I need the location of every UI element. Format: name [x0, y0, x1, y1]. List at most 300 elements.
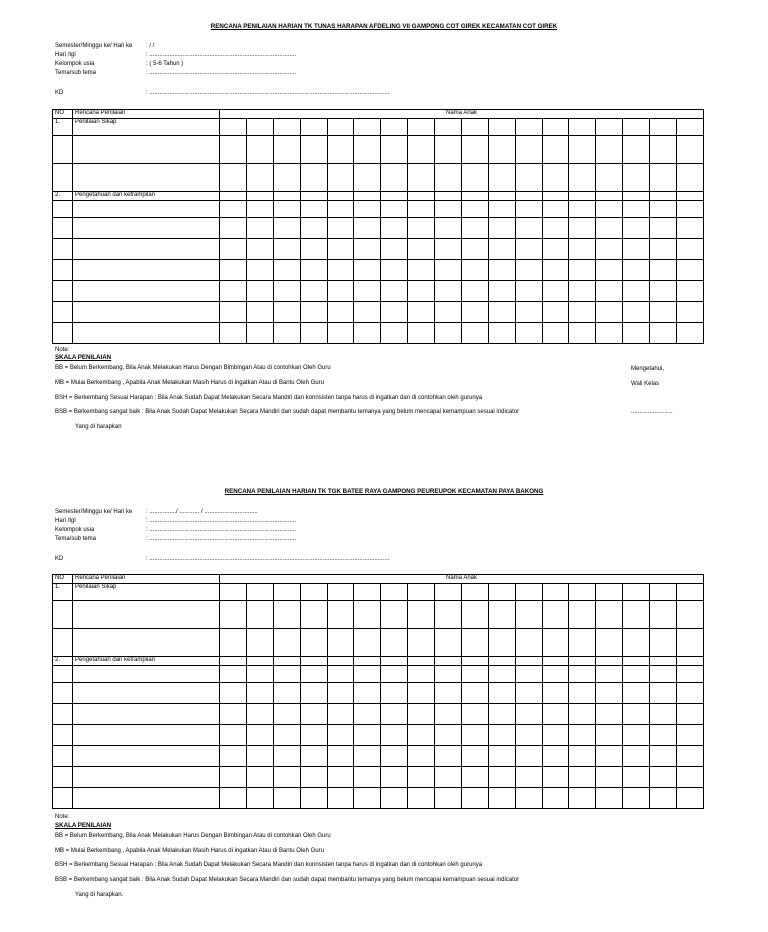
- score-cell[interactable]: [408, 629, 435, 657]
- row-plan-cell[interactable]: [73, 218, 220, 239]
- score-cell[interactable]: [220, 657, 247, 666]
- row-no-cell[interactable]: [53, 788, 73, 809]
- score-cell[interactable]: [650, 164, 677, 192]
- score-cell[interactable]: [327, 704, 354, 725]
- score-cell[interactable]: [435, 239, 462, 260]
- score-cell[interactable]: [488, 725, 515, 746]
- score-cell[interactable]: [300, 725, 327, 746]
- score-cell[interactable]: [300, 601, 327, 629]
- score-cell[interactable]: [354, 239, 381, 260]
- score-cell[interactable]: [650, 657, 677, 666]
- score-cell[interactable]: [515, 302, 542, 323]
- score-cell[interactable]: [569, 629, 596, 657]
- score-cell[interactable]: [542, 192, 569, 201]
- score-cell[interactable]: [596, 657, 623, 666]
- score-cell[interactable]: [488, 119, 515, 136]
- score-cell[interactable]: [273, 201, 300, 218]
- row-no-cell[interactable]: [53, 601, 73, 629]
- score-cell[interactable]: [381, 666, 408, 683]
- score-cell[interactable]: [461, 260, 488, 281]
- score-cell[interactable]: [220, 323, 247, 344]
- score-cell[interactable]: [488, 788, 515, 809]
- score-cell[interactable]: [408, 192, 435, 201]
- row-no-cell[interactable]: [53, 767, 73, 788]
- score-cell[interactable]: [650, 767, 677, 788]
- score-cell[interactable]: [381, 119, 408, 136]
- score-cell[interactable]: [300, 657, 327, 666]
- score-cell[interactable]: [623, 767, 650, 788]
- score-cell[interactable]: [354, 584, 381, 601]
- row-no-cell[interactable]: [53, 164, 73, 192]
- score-cell[interactable]: [596, 201, 623, 218]
- score-cell[interactable]: [435, 704, 462, 725]
- score-cell[interactable]: [381, 725, 408, 746]
- score-cell[interactable]: [569, 260, 596, 281]
- score-cell[interactable]: [461, 136, 488, 164]
- score-cell[interactable]: [354, 302, 381, 323]
- score-cell[interactable]: [515, 119, 542, 136]
- score-cell[interactable]: [650, 788, 677, 809]
- score-cell[interactable]: [623, 725, 650, 746]
- score-cell[interactable]: [461, 704, 488, 725]
- score-cell[interactable]: [246, 725, 273, 746]
- score-cell[interactable]: [435, 601, 462, 629]
- score-cell[interactable]: [488, 239, 515, 260]
- score-cell[interactable]: [408, 136, 435, 164]
- score-cell[interactable]: [650, 629, 677, 657]
- score-cell[interactable]: [246, 260, 273, 281]
- field-value-theme[interactable]: : ........................................................................................: [146, 536, 297, 542]
- score-cell[interactable]: [246, 601, 273, 629]
- row-no-cell[interactable]: [53, 281, 73, 302]
- score-cell[interactable]: [354, 601, 381, 629]
- row-no-cell[interactable]: [53, 201, 73, 218]
- score-cell[interactable]: [300, 281, 327, 302]
- row-no-cell[interactable]: [53, 239, 73, 260]
- score-cell[interactable]: [542, 629, 569, 657]
- score-cell[interactable]: [435, 666, 462, 683]
- score-cell[interactable]: [676, 788, 703, 809]
- score-cell[interactable]: [542, 164, 569, 192]
- score-cell[interactable]: [300, 584, 327, 601]
- score-cell[interactable]: [596, 260, 623, 281]
- score-cell[interactable]: [435, 746, 462, 767]
- score-cell[interactable]: [354, 704, 381, 725]
- score-cell[interactable]: [220, 136, 247, 164]
- score-cell[interactable]: [327, 666, 354, 683]
- score-cell[interactable]: [461, 725, 488, 746]
- score-cell[interactable]: [515, 666, 542, 683]
- row-plan-cell[interactable]: [73, 629, 220, 657]
- score-cell[interactable]: [676, 704, 703, 725]
- score-cell[interactable]: [273, 260, 300, 281]
- score-cell[interactable]: [273, 683, 300, 704]
- score-cell[interactable]: [542, 584, 569, 601]
- row-plan-cell[interactable]: [73, 704, 220, 725]
- score-cell[interactable]: [300, 260, 327, 281]
- score-cell[interactable]: [220, 683, 247, 704]
- score-cell[interactable]: [381, 704, 408, 725]
- score-cell[interactable]: [408, 323, 435, 344]
- row-plan-cell[interactable]: [73, 746, 220, 767]
- score-cell[interactable]: [488, 218, 515, 239]
- score-cell[interactable]: [327, 767, 354, 788]
- score-cell[interactable]: [408, 657, 435, 666]
- score-cell[interactable]: [408, 584, 435, 601]
- score-cell[interactable]: [435, 683, 462, 704]
- score-cell[interactable]: [676, 683, 703, 704]
- score-cell[interactable]: [488, 323, 515, 344]
- score-cell[interactable]: [408, 704, 435, 725]
- score-cell[interactable]: [435, 657, 462, 666]
- score-cell[interactable]: [327, 725, 354, 746]
- score-cell[interactable]: [220, 629, 247, 657]
- score-cell[interactable]: [220, 119, 247, 136]
- score-cell[interactable]: [461, 683, 488, 704]
- score-cell[interactable]: [246, 767, 273, 788]
- score-cell[interactable]: [515, 601, 542, 629]
- score-cell[interactable]: [408, 239, 435, 260]
- score-cell[interactable]: [327, 323, 354, 344]
- score-cell[interactable]: [246, 657, 273, 666]
- row-plan-cell[interactable]: [73, 725, 220, 746]
- score-cell[interactable]: [354, 323, 381, 344]
- score-cell[interactable]: [220, 302, 247, 323]
- score-cell[interactable]: [542, 201, 569, 218]
- score-cell[interactable]: [623, 683, 650, 704]
- score-cell[interactable]: [650, 323, 677, 344]
- score-cell[interactable]: [327, 218, 354, 239]
- score-cell[interactable]: [381, 683, 408, 704]
- signature-line[interactable]: .........................: [631, 409, 673, 415]
- score-cell[interactable]: [461, 629, 488, 657]
- score-cell[interactable]: [408, 746, 435, 767]
- row-no-cell[interactable]: [53, 683, 73, 704]
- score-cell[interactable]: [246, 683, 273, 704]
- score-cell[interactable]: [569, 725, 596, 746]
- score-cell[interactable]: [542, 683, 569, 704]
- score-cell[interactable]: [300, 201, 327, 218]
- score-cell[interactable]: [435, 260, 462, 281]
- score-cell[interactable]: [354, 136, 381, 164]
- score-cell[interactable]: [408, 281, 435, 302]
- score-cell[interactable]: [354, 629, 381, 657]
- score-cell[interactable]: [381, 201, 408, 218]
- score-cell[interactable]: [381, 746, 408, 767]
- score-cell[interactable]: [596, 666, 623, 683]
- score-cell[interactable]: [650, 239, 677, 260]
- score-cell[interactable]: [461, 201, 488, 218]
- score-cell[interactable]: [273, 629, 300, 657]
- score-cell[interactable]: [650, 281, 677, 302]
- score-cell[interactable]: [542, 239, 569, 260]
- score-cell[interactable]: [435, 629, 462, 657]
- score-cell[interactable]: [569, 746, 596, 767]
- score-cell[interactable]: [435, 788, 462, 809]
- score-cell[interactable]: [488, 302, 515, 323]
- score-cell[interactable]: [246, 136, 273, 164]
- score-cell[interactable]: [273, 788, 300, 809]
- score-cell[interactable]: [354, 164, 381, 192]
- score-cell[interactable]: [596, 239, 623, 260]
- score-cell[interactable]: [650, 601, 677, 629]
- score-cell[interactable]: [300, 666, 327, 683]
- score-cell[interactable]: [623, 136, 650, 164]
- score-cell[interactable]: [515, 260, 542, 281]
- score-cell[interactable]: [300, 746, 327, 767]
- score-cell[interactable]: [246, 192, 273, 201]
- score-cell[interactable]: [327, 584, 354, 601]
- score-cell[interactable]: [542, 281, 569, 302]
- score-cell[interactable]: [569, 666, 596, 683]
- score-cell[interactable]: [650, 192, 677, 201]
- score-cell[interactable]: [354, 657, 381, 666]
- score-cell[interactable]: [623, 302, 650, 323]
- score-cell[interactable]: [488, 136, 515, 164]
- score-cell[interactable]: [650, 666, 677, 683]
- row-plan-cell[interactable]: [73, 302, 220, 323]
- score-cell[interactable]: [676, 746, 703, 767]
- score-cell[interactable]: [461, 302, 488, 323]
- score-cell[interactable]: [327, 119, 354, 136]
- score-cell[interactable]: [569, 119, 596, 136]
- score-cell[interactable]: [354, 281, 381, 302]
- score-cell[interactable]: [220, 260, 247, 281]
- score-cell[interactable]: [569, 136, 596, 164]
- score-cell[interactable]: [273, 584, 300, 601]
- score-cell[interactable]: [623, 788, 650, 809]
- score-cell[interactable]: [461, 218, 488, 239]
- score-cell[interactable]: [488, 683, 515, 704]
- score-cell[interactable]: [569, 239, 596, 260]
- score-cell[interactable]: [623, 218, 650, 239]
- score-cell[interactable]: [461, 281, 488, 302]
- score-cell[interactable]: [596, 601, 623, 629]
- score-cell[interactable]: [381, 260, 408, 281]
- score-cell[interactable]: [300, 192, 327, 201]
- score-cell[interactable]: [435, 584, 462, 601]
- score-cell[interactable]: [327, 201, 354, 218]
- score-cell[interactable]: [596, 218, 623, 239]
- score-cell[interactable]: [435, 201, 462, 218]
- score-cell[interactable]: [354, 119, 381, 136]
- score-cell[interactable]: [435, 323, 462, 344]
- score-cell[interactable]: [461, 119, 488, 136]
- row-no-cell[interactable]: [53, 629, 73, 657]
- score-cell[interactable]: [408, 218, 435, 239]
- score-cell[interactable]: [515, 281, 542, 302]
- score-cell[interactable]: [300, 788, 327, 809]
- score-cell[interactable]: [569, 302, 596, 323]
- row-plan-cell[interactable]: [73, 323, 220, 344]
- score-cell[interactable]: [300, 683, 327, 704]
- score-cell[interactable]: [461, 584, 488, 601]
- score-cell[interactable]: [676, 218, 703, 239]
- score-cell[interactable]: [246, 704, 273, 725]
- field-value-date[interactable]: : ........................................................................................: [146, 52, 297, 58]
- score-cell[interactable]: [273, 119, 300, 136]
- score-cell[interactable]: [354, 767, 381, 788]
- score-cell[interactable]: [542, 323, 569, 344]
- score-cell[interactable]: [354, 260, 381, 281]
- row-no-cell[interactable]: [53, 218, 73, 239]
- score-cell[interactable]: [461, 746, 488, 767]
- score-cell[interactable]: [676, 281, 703, 302]
- field-value-theme[interactable]: : ........................................................................................: [146, 70, 297, 76]
- row-plan-cell[interactable]: [73, 281, 220, 302]
- score-cell[interactable]: [596, 629, 623, 657]
- score-cell[interactable]: [676, 201, 703, 218]
- score-cell[interactable]: [515, 584, 542, 601]
- score-cell[interactable]: [623, 281, 650, 302]
- row-plan-cell[interactable]: [73, 239, 220, 260]
- kd-value[interactable]: : ................................................................................................................................................: [146, 90, 390, 96]
- score-cell[interactable]: [569, 281, 596, 302]
- score-cell[interactable]: [435, 218, 462, 239]
- score-cell[interactable]: [381, 767, 408, 788]
- score-cell[interactable]: [515, 704, 542, 725]
- score-cell[interactable]: [488, 704, 515, 725]
- score-cell[interactable]: [515, 629, 542, 657]
- score-cell[interactable]: [408, 767, 435, 788]
- score-cell[interactable]: [488, 164, 515, 192]
- score-cell[interactable]: [435, 164, 462, 192]
- kd-value[interactable]: : ................................................................................................................................................: [146, 556, 390, 562]
- row-no-cell[interactable]: [53, 136, 73, 164]
- score-cell[interactable]: [220, 767, 247, 788]
- score-cell[interactable]: [381, 788, 408, 809]
- score-cell[interactable]: [327, 601, 354, 629]
- score-cell[interactable]: [623, 323, 650, 344]
- score-cell[interactable]: [246, 302, 273, 323]
- score-cell[interactable]: [220, 746, 247, 767]
- row-no-cell[interactable]: [53, 302, 73, 323]
- score-cell[interactable]: [488, 666, 515, 683]
- score-cell[interactable]: [327, 239, 354, 260]
- score-cell[interactable]: [542, 767, 569, 788]
- score-cell[interactable]: [650, 136, 677, 164]
- score-cell[interactable]: [623, 666, 650, 683]
- field-value-age-group[interactable]: : ( 5-6 Tahun ): [146, 61, 184, 67]
- score-cell[interactable]: [569, 788, 596, 809]
- row-plan-cell[interactable]: [73, 201, 220, 218]
- score-cell[interactable]: [273, 239, 300, 260]
- score-cell[interactable]: [488, 260, 515, 281]
- score-cell[interactable]: [515, 683, 542, 704]
- score-cell[interactable]: [408, 201, 435, 218]
- row-plan-cell[interactable]: [73, 767, 220, 788]
- score-cell[interactable]: [273, 666, 300, 683]
- score-cell[interactable]: [650, 725, 677, 746]
- score-cell[interactable]: [515, 725, 542, 746]
- score-cell[interactable]: [220, 239, 247, 260]
- score-cell[interactable]: [381, 302, 408, 323]
- score-cell[interactable]: [542, 260, 569, 281]
- score-cell[interactable]: [488, 281, 515, 302]
- score-cell[interactable]: [650, 119, 677, 136]
- score-cell[interactable]: [515, 767, 542, 788]
- score-cell[interactable]: [435, 725, 462, 746]
- score-cell[interactable]: [569, 218, 596, 239]
- score-cell[interactable]: [220, 601, 247, 629]
- score-cell[interactable]: [327, 683, 354, 704]
- field-value-age-group[interactable]: : ........................................................................................: [146, 527, 297, 533]
- score-cell[interactable]: [515, 192, 542, 201]
- score-cell[interactable]: [246, 746, 273, 767]
- score-cell[interactable]: [354, 725, 381, 746]
- score-cell[interactable]: [300, 323, 327, 344]
- score-cell[interactable]: [623, 192, 650, 201]
- score-cell[interactable]: [246, 164, 273, 192]
- score-cell[interactable]: [676, 584, 703, 601]
- score-cell[interactable]: [488, 584, 515, 601]
- row-no-cell[interactable]: [53, 746, 73, 767]
- score-cell[interactable]: [623, 584, 650, 601]
- score-cell[interactable]: [461, 323, 488, 344]
- score-cell[interactable]: [354, 201, 381, 218]
- score-cell[interactable]: [461, 657, 488, 666]
- score-cell[interactable]: [273, 725, 300, 746]
- score-cell[interactable]: [273, 164, 300, 192]
- score-cell[interactable]: [220, 584, 247, 601]
- score-cell[interactable]: [461, 666, 488, 683]
- score-cell[interactable]: [623, 601, 650, 629]
- row-no-cell[interactable]: [53, 260, 73, 281]
- score-cell[interactable]: [408, 302, 435, 323]
- score-cell[interactable]: [220, 201, 247, 218]
- score-cell[interactable]: [300, 302, 327, 323]
- score-cell[interactable]: [408, 164, 435, 192]
- score-cell[interactable]: [246, 119, 273, 136]
- score-cell[interactable]: [542, 746, 569, 767]
- row-no-cell[interactable]: [53, 323, 73, 344]
- score-cell[interactable]: [327, 302, 354, 323]
- score-cell[interactable]: [569, 601, 596, 629]
- score-cell[interactable]: [542, 704, 569, 725]
- score-cell[interactable]: [650, 584, 677, 601]
- score-cell[interactable]: [354, 218, 381, 239]
- score-cell[interactable]: [569, 192, 596, 201]
- score-cell[interactable]: [327, 788, 354, 809]
- score-cell[interactable]: [381, 657, 408, 666]
- score-cell[interactable]: [542, 302, 569, 323]
- score-cell[interactable]: [623, 704, 650, 725]
- score-cell[interactable]: [596, 683, 623, 704]
- score-cell[interactable]: [461, 164, 488, 192]
- score-cell[interactable]: [246, 584, 273, 601]
- score-cell[interactable]: [596, 788, 623, 809]
- score-cell[interactable]: [300, 767, 327, 788]
- score-cell[interactable]: [381, 601, 408, 629]
- score-cell[interactable]: [273, 767, 300, 788]
- score-cell[interactable]: [300, 136, 327, 164]
- score-cell[interactable]: [569, 323, 596, 344]
- row-plan-cell[interactable]: [73, 666, 220, 683]
- score-cell[interactable]: [676, 725, 703, 746]
- score-cell[interactable]: [515, 657, 542, 666]
- score-cell[interactable]: [408, 119, 435, 136]
- score-cell[interactable]: [623, 629, 650, 657]
- score-cell[interactable]: [596, 746, 623, 767]
- score-cell[interactable]: [542, 119, 569, 136]
- score-cell[interactable]: [596, 192, 623, 201]
- score-cell[interactable]: [354, 666, 381, 683]
- score-cell[interactable]: [515, 201, 542, 218]
- score-cell[interactable]: [569, 683, 596, 704]
- score-cell[interactable]: [300, 119, 327, 136]
- score-cell[interactable]: [246, 629, 273, 657]
- score-cell[interactable]: [488, 201, 515, 218]
